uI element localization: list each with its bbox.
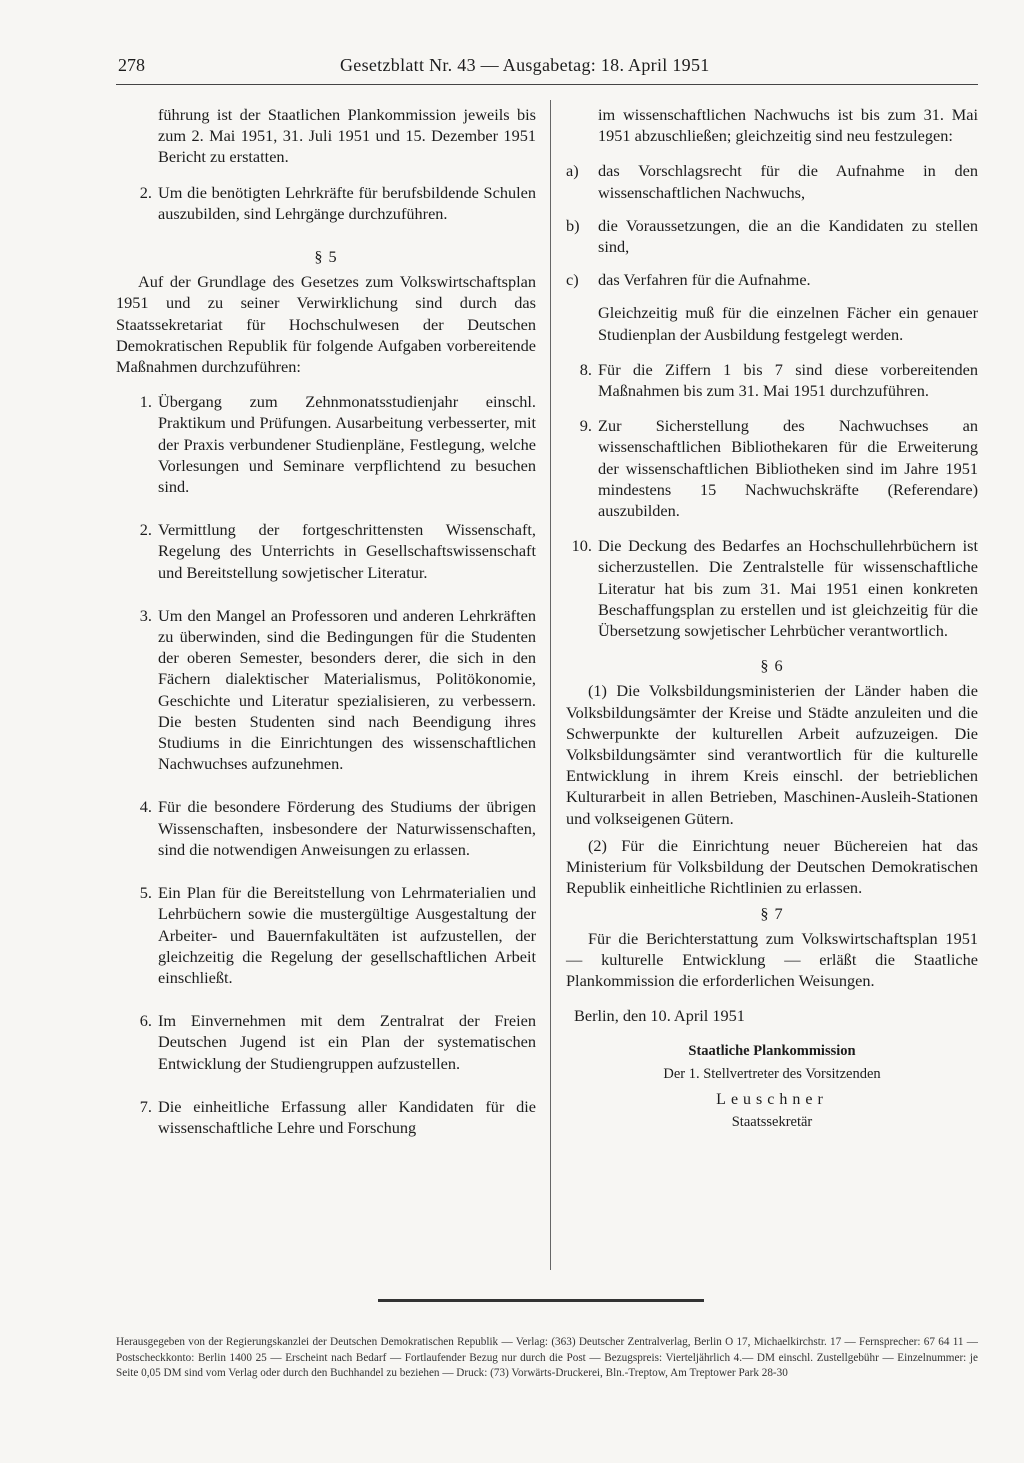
section-6-paragraph-2: (2) Für die Einrichtung neuer Büchereien hat das Ministerium für Volksbildung der Deutschen Demokratischen Republik einheitliche Richtlinien zu erlassen.: [566, 835, 978, 898]
item-number: 1.: [139, 392, 152, 412]
section-6-paragraph-1: (1) Die Volksbildungsministerien der Länder haben die Volksbildungsämter der Kreise und Städte anzuleiten und die Schwerpunkte der kulturellen Arbeit aufzuzeigen. Die Volksbildungsämter sind verantwortlich für die kulturelle Entwicklung in ihrem Kreis einschl. der betrieblichen Kulturarbeit in allen Betrieben, Maschinen-Ausleih-Stationen und volkseigenen Gütern.: [566, 681, 978, 828]
sub-list-item: [566, 215, 978, 257]
item-number: 2.: [139, 520, 152, 540]
place-date: Berlin, den 10. April 1951: [574, 1006, 745, 1026]
list-item: [116, 391, 536, 497]
item-text: Übergang zum Zehnmonatsstudienjahr einschl. Praktikum und Prüfungen. Ausarbeitung verbesserter, mit der Praxis verbundener Studienpläne, Festlegung, welche Vorlesungen und Seminare verpflichtend zu besuchen sind.: [158, 392, 536, 497]
item-text: Die Deckung des Bedarfes an Hochschullehrbüchern ist sicherzustellen. Die Zentralstelle für wissenschaftliche Literatur hat bis zum 31. Mai 1951 einen konkreten Beschaffungsplan zu erstellen und ist gleichzeitig für die Übersetzung sowjetischer Lehrbücher verantwortlich.: [598, 536, 978, 641]
list-item: [566, 415, 978, 521]
subitem-letter: c): [566, 270, 579, 290]
subitems-followup: Gleichzeitig muß für die einzelnen Fächer ein genauer Studienplan der Ausbildung festgelegt werden.: [598, 303, 978, 344]
item-text: Ein Plan für die Bereitstellung von Lehrmaterialien und Lehrbüchern sowie die mustergültige Ausgestaltung der Arbeiter- und Bauernfakultäten ist aufzustellen, der gleichzeitig die Regelung der gesellschaftlichen Arbeit einschließt.: [158, 883, 536, 987]
item-number: 6.: [139, 1011, 152, 1031]
item-text: Für die Ziffern 1 bis 7 sind diese vorbereitenden Maßnahmen bis zum 31. Mai 1951 durchzuführen.: [598, 359, 978, 401]
column-divider: [550, 100, 551, 1270]
section-heading-7: § 7: [760, 903, 784, 923]
footer-rule: [378, 1299, 704, 1302]
list-item: [116, 605, 536, 775]
header-rule: [116, 84, 978, 85]
item-number: 10.: [571, 536, 592, 556]
item-text: Die einheitliche Erfassung aller Kandidaten für die wissenschaftliche Lehre und Forschung: [158, 1096, 536, 1137]
list-item: [566, 359, 978, 401]
item-text: Für die besondere Förderung des Studiums der übrigen Wissenschaften, insbesondere der Naturwissenschaften, sind die notwendigen Anweisungen zu erlassen.: [158, 797, 536, 859]
item-number: 9.: [579, 416, 592, 436]
signature-role: Der 1. Stellvertreter des Vorsitzenden: [663, 1065, 881, 1082]
item-text: Im Einvernehmen mit dem Zentralrat der Freien Deutschen Jugend ist ein Plan der systematischen Entwicklung der Studiengruppen aufzustellen.: [158, 1011, 536, 1073]
continuation-paragraph: führung ist der Staatlichen Plankommission jeweils bis zum 2. Mai 1951, 31. Juli 1951 und 15. Dezember 1951 Bericht zu erstatten.: [158, 105, 536, 167]
subitem-letter: a): [566, 161, 579, 181]
signature-name: Leuschner: [716, 1090, 828, 1108]
list-item: [566, 535, 978, 641]
subitem-text: das Vorschlagsrecht für die Aufnahme in den wissenschaftlichen Nachwuchs,: [598, 161, 978, 202]
right-column: [566, 104, 978, 1133]
signature-authority: Staatliche Plankommission: [688, 1042, 856, 1059]
section-7-paragraph: Für die Berichterstattung zum Volkswirtschaftsplan 1951 — kulturelle Entwicklung — erläßt die Staatliche Plankommission die erforderlichen Weisungen.: [566, 928, 978, 991]
page-number: 278: [118, 55, 145, 75]
subitem-text: das Verfahren für die Aufnahme.: [598, 270, 811, 290]
list-item: [116, 182, 536, 224]
item-number: 2.: [139, 182, 152, 202]
item-number: 7.: [139, 1096, 152, 1116]
list-item: [116, 1096, 536, 1138]
page-header-title: Gesetzblatt Nr. 43 — Ausgabetag: 18. April 1951: [340, 55, 710, 75]
item-number: 3.: [139, 605, 152, 625]
subitem-text: die Voraussetzungen, die an die Kandidaten zu stellen sind,: [598, 215, 978, 257]
section-heading-6: § 6: [760, 656, 784, 676]
left-column: [116, 104, 536, 1160]
signature-title: Staatssekretär: [731, 1114, 813, 1131]
item-text: Vermittlung der fortgeschrittensten Wissenschaft, Regelung des Unterrichts in Gesellschaftswissenschaft und Bereitstellung sowjetischer Literatur.: [158, 520, 536, 582]
list-item: [116, 796, 536, 860]
list-item: [116, 519, 536, 583]
item-number: 8.: [579, 359, 592, 379]
sub-list-item: [566, 269, 978, 290]
sub-list-item: [566, 160, 978, 202]
item-text: Um den Mangel an Professoren und anderen Lehrkräften zu überwinden, sind die Bedingungen für die Studenten der oberen Semester, besonders derer, die sich in den Fächern dialektischer Materialismus, Politökonomie, Geschichte und Literatur spezialisieren, zu verbessern. Die besten Studenten sind nach Beendigung ihres Studiums in die Einrichtungen des wissenschaftlichen Nachwuchses aufzunehmen.: [158, 605, 536, 774]
continuation-paragraph: im wissenschaftlichen Nachwuchs ist bis zum 31. Mai 1951 abzuschließen; gleichzeitig sind neu festzulegen:: [598, 105, 978, 146]
subitem-letter: b): [566, 215, 580, 235]
section-heading-5: § 5: [314, 247, 338, 267]
item-number: 5.: [139, 883, 152, 903]
item-text: Zur Sicherstellung des Nachwuchses an wissenschaftlichen Bibliothekaren für die Erweiterung der wissenschaftlichen Bibliotheken sind im Jahre 1951 mindestens 15 Nachwuchskräfte (Referendare) auszubilden.: [598, 416, 978, 521]
list-item: [116, 882, 536, 988]
section-5-intro: Auf der Grundlage des Gesetzes zum Volkswirtschaftsplan 1951 und zu seiner Verwirklichung sind durch das Staatssekretariat für Hochschulwesen der Deutschen Demokratischen Republik für folgende Aufgaben vorbereitende Maßnahmen durchzuführen:: [116, 272, 536, 377]
imprint: Herausgegeben von der Regierungskanzlei der Deutschen Demokratischen Republik — Verlag: (363) Deutscher Zentralverlag, Berlin O 17, Michaelkirchstr. 17 — Fernsprecher: 67 64 11 — Postscheckkonto: Berlin 1400 25 — Erscheint nach Bedarf — Fortlaufender Bezug nur durch die Post — Bezugspreis: Vierteljährlich 4.— DM einschl. Zustellgebühr — Einzelnummer: je Seite 0,05 DM sind vom Verlag oder durch den Buchhandel zu beziehen — Druck: (73) Vorwärts-Druckerei, Bln.-Treptow, Am Treptower Park 28-30: [116, 1336, 978, 1379]
item-text: Um die benötigten Lehrkräfte für berufsbildende Schulen auszubilden, sind Lehrgänge durchzuführen.: [158, 182, 536, 223]
item-number: 4.: [139, 797, 152, 817]
list-item: [116, 1010, 536, 1074]
